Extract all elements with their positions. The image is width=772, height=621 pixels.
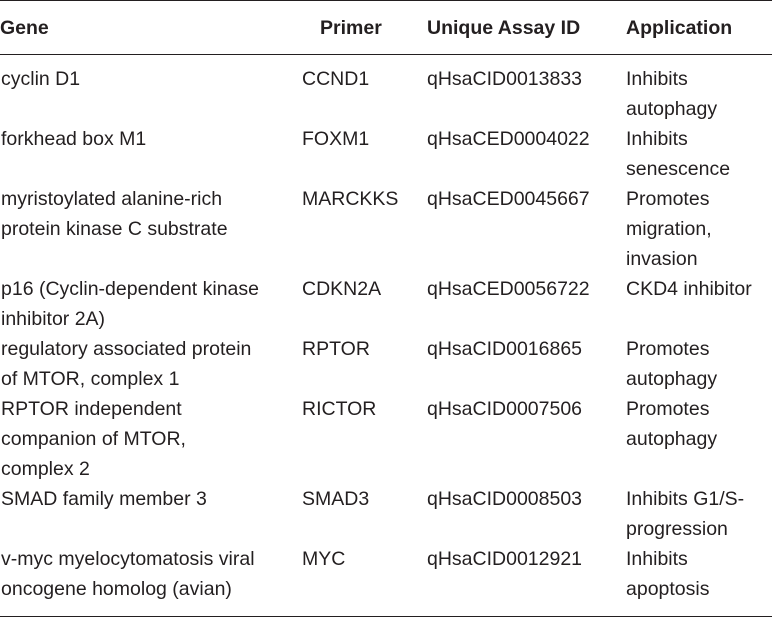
cell-primer: RICTOR (302, 398, 377, 420)
header-assay-id: Unique Assay ID (422, 1, 620, 55)
cell-application: Promotes autophagy (626, 398, 718, 450)
table-body (0, 55, 772, 617)
cell-assay-id: qHsaCID0013833 (427, 68, 583, 90)
table-row (0, 55, 772, 125)
cell-assay-id: qHsaCED0056722 (427, 278, 590, 300)
cell-assay-id: qHsaCID0012921 (427, 548, 583, 570)
table-row (0, 124, 772, 184)
table-row (0, 334, 772, 394)
table-row (0, 184, 772, 274)
cell-gene: forkhead box M1 (1, 128, 147, 150)
cell-gene: RPTOR independent companion of MTOR, complex 2 (1, 398, 186, 480)
header-primer: Primer (300, 1, 422, 55)
cell-primer: RPTOR (302, 338, 370, 360)
cell-assay-id: qHsaCID0007506 (427, 398, 583, 420)
table-header (0, 1, 772, 55)
table-row (0, 274, 772, 334)
cell-application: Inhibits senescence (626, 128, 731, 180)
cell-primer: CCND1 (302, 68, 370, 90)
cell-application: Promotes migration, invasion (626, 188, 712, 270)
cell-gene: SMAD family member 3 (1, 488, 207, 510)
cell-application: CKD4 inhibitor (626, 278, 752, 300)
cell-application: Inhibits autophagy (626, 68, 718, 120)
cell-gene: regulatory associated protein of MTOR, complex 1 (1, 338, 252, 390)
cell-assay-id: qHsaCID0016865 (427, 338, 583, 360)
cell-primer: MARCKKS (302, 188, 399, 210)
cell-gene: v-myc myelocytomatosis viral oncogene homolog (avian) (1, 548, 255, 600)
cell-application: Promotes autophagy (626, 338, 718, 390)
header-application: Application (620, 1, 772, 55)
cell-application: Inhibits apoptosis (626, 548, 710, 600)
cell-assay-id: qHsaCID0008503 (427, 488, 583, 510)
cell-assay-id: qHsaCED0045667 (427, 188, 590, 210)
cell-primer: MYC (302, 548, 346, 570)
table-row (0, 394, 772, 484)
header-row (0, 1, 772, 55)
cell-primer: SMAD3 (302, 488, 370, 510)
cell-gene: p16 (Cyclin-dependent kinase inhibitor 2A) (1, 278, 259, 330)
cell-application: Inhibits G1/S- progression (626, 488, 745, 540)
header-gene: Gene (0, 1, 300, 55)
cell-primer: CDKN2A (302, 278, 382, 300)
cell-assay-id: qHsaCED0004022 (427, 128, 590, 150)
table-row (0, 484, 772, 544)
cell-primer: FOXM1 (302, 128, 370, 150)
cell-gene: myristoylated alanine-rich protein kinase C substrate (1, 188, 228, 240)
table-row (0, 544, 772, 617)
cell-gene: cyclin D1 (1, 68, 81, 90)
